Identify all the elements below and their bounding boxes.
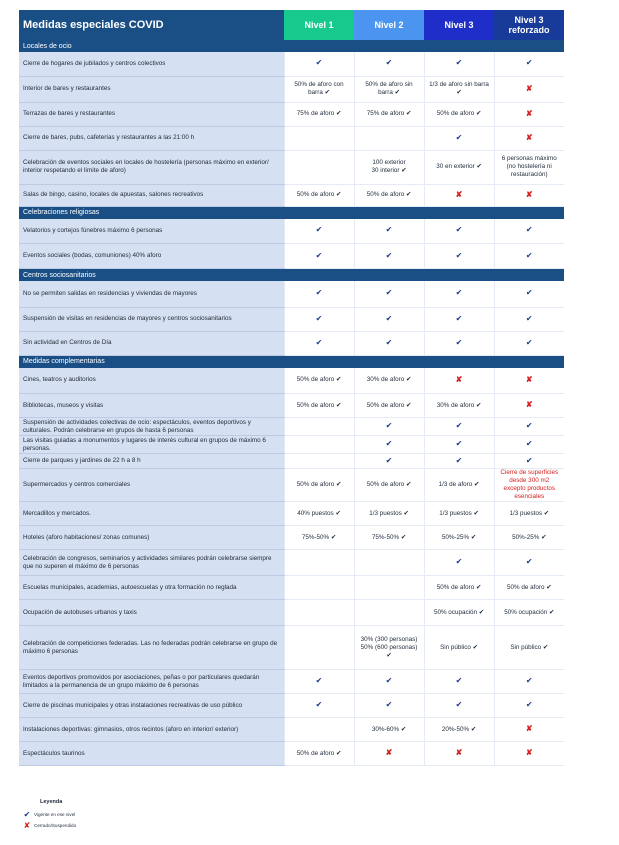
checkmark-icon: ✔ [525,225,533,235]
checkmark-icon: ✔ [525,676,533,685]
table-row [19,126,564,150]
checkmark-icon [424,126,494,150]
checkmark-icon: ✔ [385,676,393,685]
checkmark-icon [354,694,424,718]
section-header-row [19,40,564,52]
table-row [19,600,564,626]
level-value [354,550,424,576]
checkmark-icon [424,244,494,269]
level-value: 1/3 puestos ✔ [494,502,564,526]
level-value: 1/3 de aforo sin barra ✔ [424,76,494,102]
table-row [19,694,564,718]
table-row [19,454,564,469]
checkmark-icon [284,281,354,307]
checkmark-icon [494,694,564,718]
measures-table [19,10,564,766]
table-row [19,102,564,126]
cross-icon: ✘ [455,748,463,757]
cross-icon [494,76,564,102]
cross-icon: ✘ [385,748,393,757]
measure-label: Ocupación de autobuses urbanos y taxis [19,600,284,626]
section-title: Celebraciones religiosas [19,206,564,219]
cross-icon: ✘ [525,83,533,93]
checkmark-icon [424,307,494,331]
checkmark-icon: ✔ [315,313,323,323]
level-value: 50% de aforo con barra ✔ [284,76,354,102]
level-value [354,600,424,626]
legend-item [20,809,110,820]
measure-label: Celebración de eventos sociales en locales de hostelería (personas máximo en exterior/ interior respetando el límite de aforo) [19,150,284,184]
table-body [19,40,564,766]
checkmark-icon [354,454,424,469]
checkmark-icon: ✔ [385,58,393,68]
checkmark-icon: ✔ [455,225,463,235]
table-row [19,469,564,502]
checkmark-icon [494,454,564,469]
measure-label: Cines, teatros y auditorios [19,368,284,394]
level-value: 30% de aforo ✔ [354,368,424,394]
checkmark-icon: ✔ [525,700,533,709]
cross-icon [494,718,564,742]
checkmark-icon: ✔ [455,250,463,260]
measure-label: Cierre de piscinas municipales y otras instalaciones recreativas de uso público [19,694,284,718]
checkmark-icon: ✔ [385,288,393,298]
checkmark-icon [494,219,564,244]
checkmark-icon: ✔ [525,250,533,260]
level-value: 75% de aforo ✔ [354,102,424,126]
cross-icon: ✘ [525,748,533,757]
measure-label: Eventos deportivos promovidos por asociaciones, peñas o por particulares quedarán limitados a la permanencia de un grupo máximo de 6 personas [19,670,284,694]
level-3-header: Nivel 3 [424,10,494,40]
checkmark-icon: ✔ [455,676,463,685]
checkmark-icon [494,244,564,269]
table-row [19,331,564,355]
table-row [19,576,564,600]
table-row [19,550,564,576]
checkmark-icon: ✔ [525,288,533,298]
section-header-row [19,269,564,282]
level-value: Sin público ✔ [494,626,564,670]
measure-label: Eventos sociales (bodas, comuniones) 40% aforo [19,244,284,269]
measure-label: Cierre de parques y jardines de 22 h a 8 h [19,454,284,469]
section-title: Locales de ocio [19,40,564,52]
checkmark-icon [494,307,564,331]
level-value: 100 exterior 30 interior ✔ [354,150,424,184]
checkmark-icon: ✔ [525,337,533,347]
checkmark-icon: ✔ [455,421,463,430]
cross-icon: ✘ [525,108,533,118]
measure-label: Instalaciones deportivas: gimnasios, otros recintos (aforo en interior/ exterior) [19,718,284,742]
cross-icon [494,394,564,418]
section-header-row [19,206,564,219]
level-1-header: Nivel 1 [284,10,354,40]
measure-label: Interior de bares y restaurantes [19,76,284,102]
table-row [19,368,564,394]
checkmark-icon: ✔ [23,810,31,819]
level-value [284,418,354,436]
cross-icon: ✘ [23,821,31,830]
checkmark-icon: ✔ [525,421,533,430]
table-row [19,502,564,526]
measure-label: Escuelas municipales, academias, autoescuelas y otra formación no reglada [19,576,284,600]
level-2-header: Nivel 2 [354,10,424,40]
checkmark-icon [494,550,564,576]
checkmark-icon [424,694,494,718]
checkmark-icon: ✔ [385,250,393,260]
checkmark-icon: ✔ [315,337,323,347]
checkmark-icon [424,219,494,244]
section-header-row [19,355,564,368]
table-row [19,742,564,766]
checkmark-icon [354,436,424,454]
measure-label: Sin actividad en Centros de Día [19,331,284,355]
table-row [19,418,564,436]
level-value: 50% de aforo ✔ [494,576,564,600]
table-row [19,52,564,76]
level-value: 1/3 de aforo ✔ [424,469,494,502]
table-row [19,244,564,269]
checkmark-icon [354,281,424,307]
level-value [354,576,424,600]
checkmark-icon: ✔ [455,557,463,566]
checkmark-icon [354,331,424,355]
table-row [19,219,564,244]
cross-icon: ✘ [525,724,533,733]
level-value [284,576,354,600]
checkmark-icon: ✔ [315,700,323,709]
checkmark-icon: ✔ [525,313,533,323]
checkmark-icon: ✔ [385,337,393,347]
checkmark-icon [284,52,354,76]
level-value: 50%-25% ✔ [494,526,564,550]
table-header-row [19,10,564,40]
checkmark-icon: ✔ [385,439,393,448]
table-row [19,526,564,550]
checkmark-icon [284,307,354,331]
measure-label: Celebración de congresos, seminarios y actividades similares podrán celebrarse siempre que no superen el máximo de 6 personas [19,550,284,576]
checkmark-icon: ✔ [455,132,463,142]
checkmark-icon [354,52,424,76]
checkmark-icon [354,244,424,269]
measure-label: Las visitas guiadas a monumentos y lugares de interés cultural en grupos de máximo 6 personas. [19,436,284,454]
level-value: 30% de aforo ✔ [424,394,494,418]
checkmark-icon: ✔ [315,288,323,298]
level-value [284,600,354,626]
table-row [19,670,564,694]
checkmark-icon: ✔ [315,250,323,260]
level-value [284,150,354,184]
measure-label: Suspensión de actividades colectivas de ocio: espectáculos, eventos deportivos y culturales. Podrán celebrarse en grupos de hasta 6 personas [19,418,284,436]
checkmark-icon: ✔ [525,557,533,566]
table-row [19,150,564,184]
level-value [284,626,354,670]
cross-icon [494,126,564,150]
level-value: 75% de aforo ✔ [284,102,354,126]
table-row [19,436,564,454]
level-value: 1/3 puestos ✔ [354,502,424,526]
checkmark-icon: ✔ [455,439,463,448]
cross-icon [494,184,564,206]
cross-icon [354,742,424,766]
checkmark-icon [354,219,424,244]
level-value: 1/3 puestos ✔ [424,502,494,526]
checkmark-icon [284,219,354,244]
checkmark-icon [424,436,494,454]
checkmark-icon: ✔ [455,337,463,347]
section-title: Centros sociosanitarios [19,269,564,282]
checkmark-icon: ✔ [455,455,463,465]
cross-icon: ✘ [455,374,463,384]
measure-label: Suspensión de visitas en residencias de mayores y centros sociosanitarios [19,307,284,331]
checkmark-icon [354,418,424,436]
level-value [284,126,354,150]
checkmark-icon [494,436,564,454]
checkmark-icon [424,281,494,307]
checkmark-icon: ✔ [455,58,463,68]
level-value: 50% de aforo ✔ [354,469,424,502]
level-value: 6 personas máximo (no hostelería ni restauración) [494,150,564,184]
cross-icon [424,742,494,766]
measure-label: Bibliotecas, museos y visitas [19,394,284,418]
measure-label: Celebración de competiciones federadas. Las no federadas podrán celebrarse en grupo de máximo 6 personas [19,626,284,670]
level-value: 40% puestos ✔ [284,502,354,526]
cross-icon: ✘ [455,189,463,199]
checkmark-icon [284,694,354,718]
checkmark-icon [354,670,424,694]
level-value: 50% de aforo sin barra ✔ [354,76,424,102]
checkmark-icon: ✔ [385,225,393,235]
level-value: 50% de aforo ✔ [284,469,354,502]
checkmark-icon [284,670,354,694]
checkmark-icon: ✔ [385,455,393,465]
cross-icon: ✘ [525,132,533,142]
covid-measures-document [19,10,564,766]
measure-label: Velatorios y cortejos fúnebres máximo 6 personas [19,219,284,244]
level-3-reinforced-header: Nivel 3 reforzado [494,10,564,40]
checkmark-icon [424,418,494,436]
level-value: 50% de aforo ✔ [424,102,494,126]
level-value [284,550,354,576]
table-row [19,76,564,102]
cross-icon: ✘ [525,400,533,409]
level-value [284,436,354,454]
cross-icon [494,742,564,766]
level-value: 50% de aforo ✔ [284,368,354,394]
level-value: 50% ocupación ✔ [424,600,494,626]
checkmark-icon [494,670,564,694]
level-value: 50% de aforo ✔ [354,184,424,206]
cross-icon [424,184,494,206]
level-value: 50% de aforo ✔ [354,394,424,418]
measure-label: Terrazas de bares y restaurantes [19,102,284,126]
level-value [284,718,354,742]
checkmark-icon [284,244,354,269]
checkmark-icon: ✔ [525,58,533,68]
cross-icon [494,368,564,394]
checkmark-icon [494,281,564,307]
table-title: Medidas especiales COVID [19,10,284,40]
checkmark-icon [424,52,494,76]
measure-label: Hoteles (aforo habitaciones/ zonas comunes) [19,526,284,550]
section-title: Medidas complementarias [19,355,564,368]
checkmark-icon [424,331,494,355]
level-value: 30% (300 personas) 50% (600 personas) ✔ [354,626,424,670]
legend-title: Leyenda [40,799,63,805]
cross-icon: ✘ [525,189,533,199]
legend [20,799,110,831]
level-value: 50% ocupación ✔ [494,600,564,626]
legend-item [20,820,110,831]
checkmark-icon [494,331,564,355]
measure-label: Espectáculos taurinos [19,742,284,766]
level-value: 50%-25% ✔ [424,526,494,550]
table-row [19,626,564,670]
checkmark-icon: ✔ [525,439,533,448]
checkmark-icon: ✔ [315,58,323,68]
cross-icon [494,102,564,126]
measure-label: Salas de bingo, casino, locales de apuestas, salones recreativos [19,184,284,206]
measure-label: Cierre de hogares de jubilados y centros colectivos [19,52,284,76]
table-row [19,394,564,418]
level-value: 50% de aforo ✔ [284,394,354,418]
table-row [19,184,564,206]
legend-item-label: Vigente en ese nivel [34,812,76,817]
level-value: Sin público ✔ [424,626,494,670]
cross-icon [424,368,494,394]
level-value: 20%-50% ✔ [424,718,494,742]
level-value: 30 en exterior ✔ [424,150,494,184]
measure-label: Mercadillos y mercados. [19,502,284,526]
checkmark-icon [284,331,354,355]
level-value [354,126,424,150]
checkmark-icon: ✔ [315,225,323,235]
checkmark-icon: ✔ [385,313,393,323]
measure-label: Cierre de bares, pubs, cafeterías y restaurantes a las 21:00 h [19,126,284,150]
table-row [19,718,564,742]
level-value [284,454,354,469]
checkmark-icon: ✔ [455,313,463,323]
checkmark-icon: ✔ [525,455,533,465]
level-value: 30%-60% ✔ [354,718,424,742]
checkmark-icon [424,550,494,576]
checkmark-icon: ✔ [455,288,463,298]
level-value: 75%-50% ✔ [284,526,354,550]
checkmark-icon: ✔ [385,421,393,430]
level-value: 75%-50% ✔ [354,526,424,550]
level-value: 50% de aforo ✔ [284,742,354,766]
legend-item-label: Cerrado/Suspendido [34,823,77,828]
checkmark-icon: ✔ [455,700,463,709]
checkmark-icon [494,418,564,436]
level-value: Cierre de superficies desde 300 m2 excepto productos esenciales [494,469,564,502]
measure-label: No se permiten salidas en residencias y viviendas de mayores [19,281,284,307]
checkmark-icon: ✔ [315,676,323,685]
checkmark-icon [494,52,564,76]
table-row [19,307,564,331]
level-value: 50% de aforo ✔ [424,576,494,600]
measure-label: Supermercados y centros comerciales [19,469,284,502]
checkmark-icon [424,454,494,469]
table-row [19,281,564,307]
level-value: 50% de aforo ✔ [284,184,354,206]
cross-icon: ✘ [525,374,533,384]
checkmark-icon: ✔ [385,700,393,709]
checkmark-icon [424,670,494,694]
checkmark-icon [354,307,424,331]
